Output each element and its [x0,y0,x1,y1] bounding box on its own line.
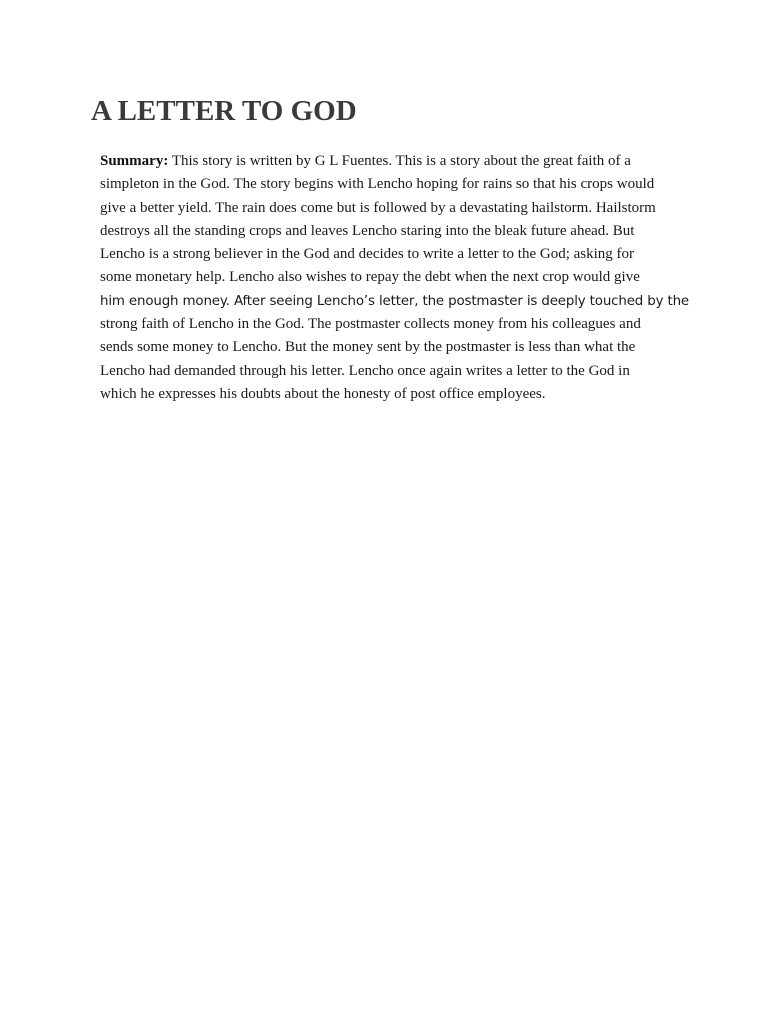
summary-line-2: simpleton in the God. The story begins with Lencho hoping for rains so that his crops would [100,176,655,193]
summary-paragraph [100,150,690,406]
summary-line-1 [100,150,680,173]
summary-line-4: destroys all the standing crops and leaves Lencho staring into the bleak future ahead. But [100,222,635,239]
summary-line-7: him enough money. After seeing Lencho’s letter, the postmaster is deeply touched by the [100,293,690,309]
summary-line-8: strong faith of Lencho in the God. The postmaster collects money from his colleagues and [100,316,641,333]
summary-line-11: which he expresses his doubts about the honesty of post office employees. [100,385,546,402]
document-title: A LETTER TO GOD [91,95,357,127]
summary-line-9: sends some money to Lencho. But the money sent by the postmaster is less than what the [100,339,636,356]
summary-line-6: some monetary help. Lencho also wishes to repay the debt when the next crop would give [100,269,640,286]
summary-line-1-text: This story is written by G L Fuentes. This is a story about the great faith of a [171,153,631,169]
summary-line-10: Lencho had demanded through his letter. Lencho once again writes a letter to the God in [100,362,630,379]
summary-line-5: Lencho is a strong believer in the God and decides to write a letter to the God; asking for [100,246,635,263]
summary-line-3: give a better yield. The rain does come but is followed by a devastating hailstorm. Hailstorm [100,199,656,216]
summary-label: Summary: [100,153,169,169]
